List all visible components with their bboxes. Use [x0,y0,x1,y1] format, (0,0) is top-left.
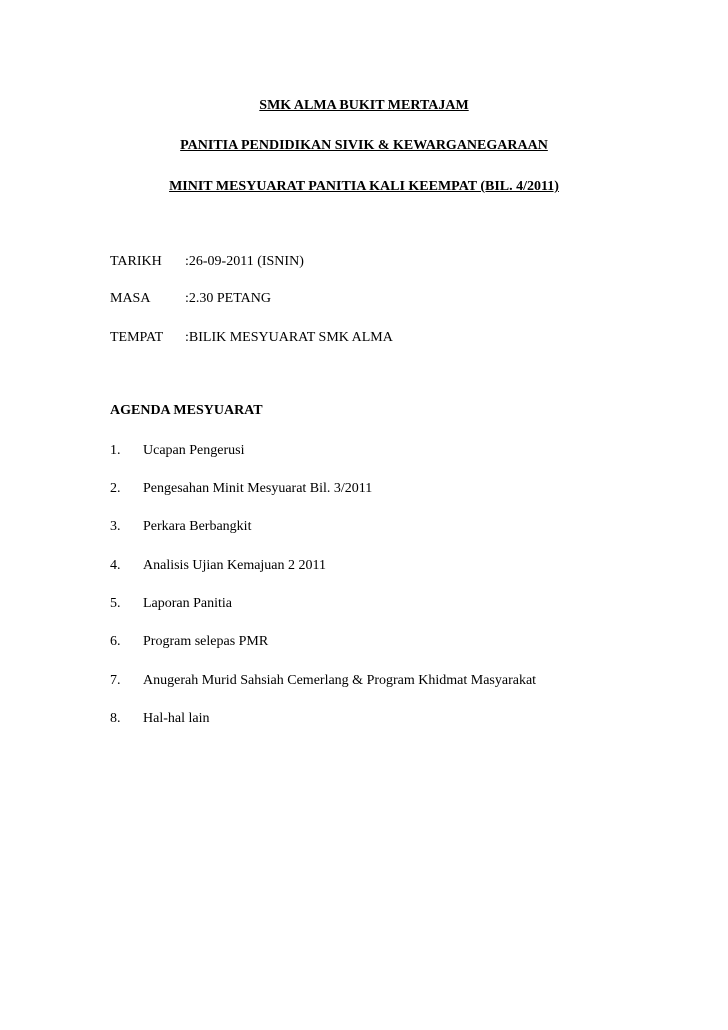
panel-name-heading: PANITIA PENDIDIKAN SIVIK & KEWARGANEGARAAN [180,138,548,153]
agenda-item-number: 8. [110,711,121,726]
agenda-item-text: Program selepas PMR [143,634,269,649]
meta-value: :2.30 PETANG [185,291,271,306]
agenda-item-text: Pengesahan Minit Mesyuarat Bil. 3/2011 [143,481,373,496]
agenda-title: AGENDA MESYUARAT [110,403,263,418]
agenda-item-text: Hal-hal lain [143,711,210,726]
school-name-heading: SMK ALMA BUKIT MERTAJAM [259,98,469,113]
meta-label: TARIKH [110,254,162,269]
agenda-item-text: Analisis Ujian Kemajuan 2 2011 [143,558,327,573]
agenda-item-text: Anugerah Murid Sahsiah Cemerlang & Program Khidmat Masyarakat [143,673,537,688]
minutes-title-heading: MINIT MESYUARAT PANITIA KALI KEEMPAT (BIL. 4/2011) [169,179,559,194]
agenda-item-text: Ucapan Pengerusi [143,443,245,458]
agenda-item-number: 5. [110,596,121,611]
agenda-item-text: Laporan Panitia [143,596,233,611]
agenda-item-number: 6. [110,634,121,649]
agenda-item-number: 2. [110,481,121,496]
agenda-item-number: 3. [110,519,121,534]
meta-label: MASA [110,291,151,306]
meta-value: :26-09-2011 (ISNIN) [185,254,304,269]
agenda-item-number: 7. [110,673,121,688]
agenda-item-text: Perkara Berbangkit [143,519,252,534]
agenda-item-number: 4. [110,558,121,573]
meta-value: :BILIK MESYUARAT SMK ALMA [185,330,393,345]
agenda-item-number: 1. [110,443,121,458]
meta-label: TEMPAT [110,330,164,345]
